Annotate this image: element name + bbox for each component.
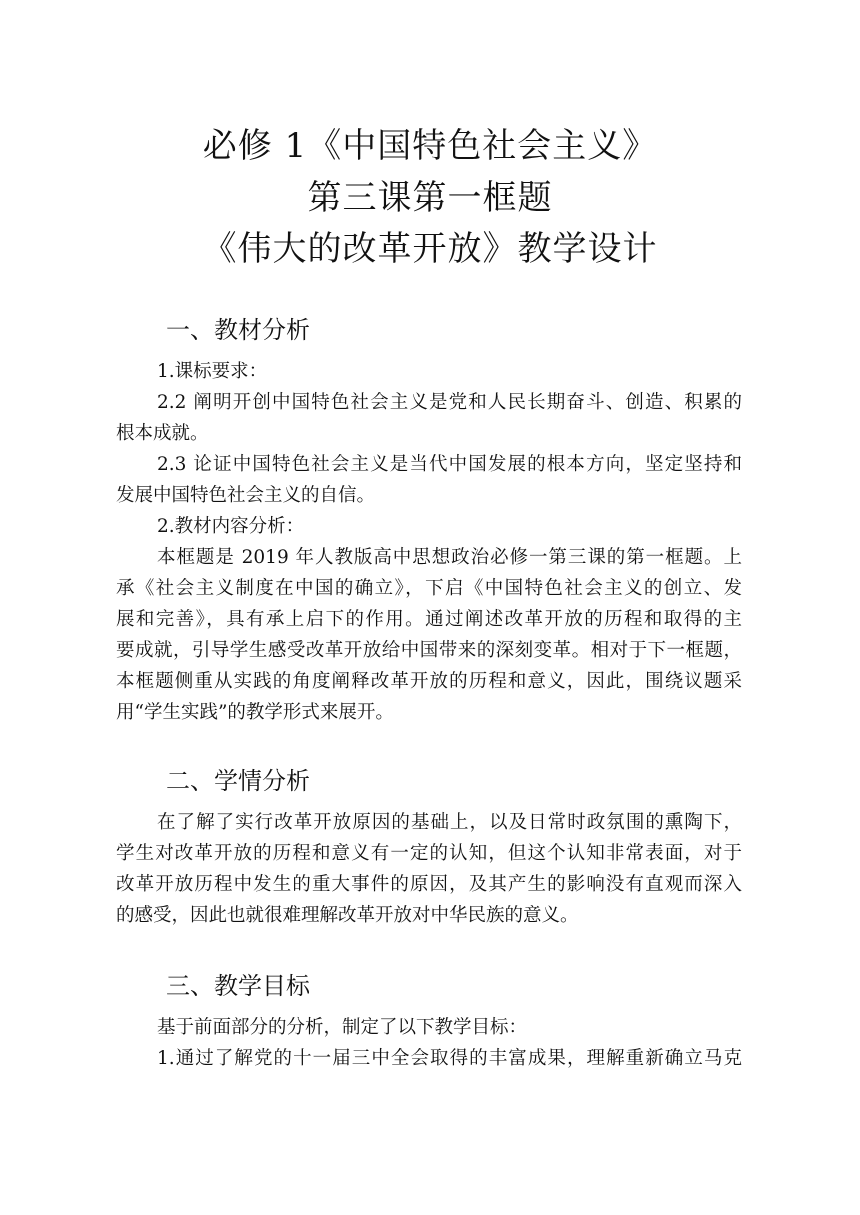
content-analysis-line-2: 承《社会主义制度在中国的确立》，下启《中国特色社会主义的创立、发 bbox=[116, 578, 742, 599]
section-heading-teaching-objectives: 三、教学目标 bbox=[166, 972, 310, 1000]
section-heading-learner-analysis: 二、学情分析 bbox=[166, 767, 310, 795]
title-line-1: 必修 1《中国特色社会主义》 bbox=[202, 126, 658, 166]
title-line-3: 《伟大的改革开放》教学设计 bbox=[202, 229, 658, 269]
requirement-2-3-line-2: 发展中国特色社会主义的自信。 bbox=[116, 485, 376, 506]
title-line-2: 第三课第一框题 bbox=[307, 178, 553, 218]
content-analysis-label: 2.教材内容分析： bbox=[157, 516, 305, 537]
learner-analysis-line-3: 改革开放历程中发生的重大事件的原因，及其产生的影响没有直观而深入 bbox=[116, 874, 742, 895]
content-analysis-line-5: 本框题侧重从实践的角度阐释改革开放的历程和意义，因此，围绕议题采 bbox=[116, 671, 742, 692]
requirement-2-3-line-1: 2.3 论证中国特色社会主义是当代中国发展的根本方向，坚定坚持和 bbox=[157, 454, 742, 475]
requirement-2-2-line-2: 根本成就。 bbox=[116, 423, 209, 444]
learner-analysis-line-2: 学生对改革开放的历程和意义有一定的认知，但这个认知非常表面，对于 bbox=[116, 843, 742, 864]
content-analysis-line-3: 展和完善》，具有承上启下的作用。通过阐述改革开放的历程和取得的主 bbox=[116, 609, 742, 630]
curriculum-requirements-label: 1.课标要求： bbox=[157, 361, 268, 382]
learner-analysis-line-4: 的感受，因此也就很难理解改革开放对中华民族的意义。 bbox=[116, 905, 579, 926]
content-analysis-line-4: 要成就，引导学生感受改革开放给中国带来的深刻变革。相对于下一框题， bbox=[116, 640, 742, 661]
requirement-2-2-line-1: 2.2 阐明开创中国特色社会主义是党和人民长期奋斗、创造、积累的 bbox=[157, 392, 742, 413]
objective-1-line-1: 1.通过了解党的十一届三中全会取得的丰富成果，理解重新确立马克 bbox=[157, 1048, 742, 1069]
learner-analysis-line-1: 在了解了实行改革开放原因的基础上，以及日常时政氛围的熏陶下， bbox=[157, 812, 742, 833]
content-analysis-line-1: 本框题是 2019 年人教版高中思想政治必修一第三课的第一框题。上 bbox=[157, 547, 742, 568]
section-heading-textbook-analysis: 一、教材分析 bbox=[166, 316, 310, 344]
objectives-intro: 基于前面部分的分析，制定了以下教学目标： bbox=[157, 1017, 528, 1038]
content-analysis-line-6: 用“学生实践”的教学形式来展开。 bbox=[116, 702, 394, 723]
